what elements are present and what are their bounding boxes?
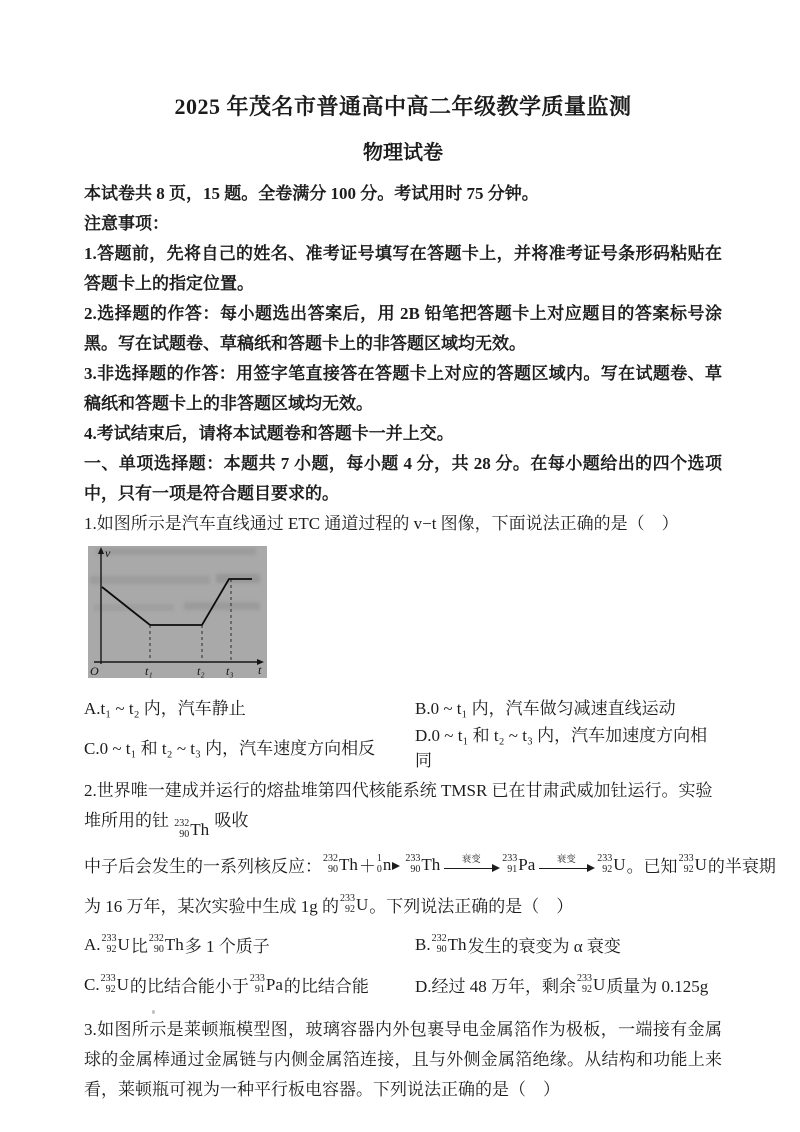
nuclide-neutron: 1 0 n [376, 853, 392, 875]
q1-option-a: A.t₁ ~ t₂ 内，汽车静止 [84, 698, 246, 718]
nuclide-u233: 233 92 U [101, 933, 130, 955]
decay-arrow-label: 衰变 [461, 855, 481, 866]
q2-line3-tail: 。下列说法正确的是（ ） [369, 897, 574, 916]
nuclide-u233: 233 92 U [340, 893, 369, 915]
exam-title: 2025 年茂名市普通高中高二年级教学质量监测 [174, 94, 632, 119]
graph-origin-label: O [90, 664, 99, 678]
q2-reaction-intro: 中子后会发生的一系列核反应： [84, 857, 322, 876]
q2-line3-text: 为 16 万年，某次实验中生成 1g 的 [84, 897, 339, 916]
q1-option-b: B.0 ~ t₁ 内，汽车做匀减速直线运动 [415, 698, 676, 718]
nuclide-pa233: 233 91 Pa [502, 853, 536, 875]
graph-tick-t2: t₂ [197, 664, 205, 678]
notice-item-1: 1.答题前，先将自己的姓名、准考证号填写在答题卡上，并将准考证号条形码粘贴在答题卡上的指定位置。 [84, 244, 722, 293]
section-1-heading: 一、单项选择题：本题共 7 小题，每小题 4 分，共 28 分。在每小题给出的四个选项中，只有一项是符合题目要求的。 [84, 454, 722, 503]
decay-arrow-icon [444, 856, 498, 869]
notice-item-4: 4.考试结束后，请将本试题卷和答题卡一并上交。 [84, 424, 454, 443]
q1-option-d: D.0 ~ t₁ 和 t₂ ~ t₃ 内，汽车加速度方向相同 [415, 726, 708, 770]
graph-background [88, 546, 267, 678]
q2-option-b: B. 232 90 Th 发生的衰变为 α 衰变 [415, 933, 621, 956]
graph-tick-t3: t₃ [226, 664, 234, 678]
q2-line2-text: 。已知 [626, 857, 678, 876]
q2-option-d: D.经过 48 万年，剩余 233 92 U 质量为 0.125g [415, 973, 709, 996]
graph-xlabel: t [258, 663, 262, 677]
nuclide-pa233: 233 91 Pa [249, 973, 283, 995]
nuclide-u233: 233 92 U [597, 853, 626, 875]
q2-options [84, 925, 722, 1005]
exam-subtitle: 物理试卷 [363, 142, 443, 164]
q2-stem [84, 776, 776, 925]
notice-heading: 注意事项： [84, 214, 169, 233]
q1-option-c: C.0 ~ t₁ 和 t₂ ~ t₃ 内，汽车速度方向相反 [84, 738, 376, 758]
notice-item-2: 2.选择题的作答：每小题选出答案后，用 2B 铅笔把答题卡上对应题目的答案标号涂黑。写在试题卷、草稿纸和答题卡上的非答题区域均无效。 [84, 304, 722, 353]
q2-option-a: A. 233 92 U 比 232 90 Th 多 1 个质子 [84, 933, 270, 956]
decay-arrow-label: 衰变 [556, 855, 576, 866]
q2-line-1 [84, 776, 722, 845]
stray-print-mark [152, 1010, 155, 1014]
nuclide-th233: 233 90 Th [405, 853, 441, 875]
nuclide-u233: 233 92 U [100, 973, 129, 995]
nuclide-th232: 232 90 Th [431, 933, 467, 955]
q2-line1-text: 2.世界唯一建成并运行的熔盐堆第四代核能系统 TMSR 已在甘肃武威加钍运行。实验堆所用的钍 [84, 781, 713, 830]
q2-line2-tail: 的半衰期 [707, 857, 776, 876]
q2-reaction-line [84, 845, 776, 885]
q2-line-3 [84, 885, 722, 925]
q2-line1-tail: 吸收 [214, 811, 249, 830]
exam-info: 本试卷共 8 页，15 题。全卷满分 100 分。考试用时 75 分钟。 [84, 184, 539, 203]
q2-option-c: C. 233 92 U 的比结合能小于 233 91 Pa 的比结合能 [84, 973, 369, 996]
decay-arrow-icon [539, 856, 593, 869]
nuclide-th232: 232 90 Th [323, 853, 358, 875]
nuclide-u233: 233 92 U [678, 853, 707, 875]
graph-tick-t1: t₁ [145, 664, 153, 678]
q3-stem: 3.如图所示是莱顿瓶模型图，玻璃容器内外包裹导电金属箔作为极板，一端接有金属球的金属棒通过金属链与内侧金属箔连接，且与外侧金属箔绝缘。从结构和功能上来看，莱顿瓶可视为一种平行板电容器。下列说法正确的是（ ） [84, 1019, 722, 1099]
nuclide-th232: 232 90 Th [174, 818, 210, 840]
nuclide-u233: 233 92 U [577, 973, 606, 995]
q1-options [84, 686, 722, 770]
q1-vt-graph [88, 546, 267, 678]
nuclide-th232: 232 90 Th [148, 933, 184, 955]
q1-stem: 1.如图所示是汽车直线通过 ETC 通道过程的 v−t 图像，下面说法正确的是（ ） [84, 514, 679, 533]
graph-ylabel: v [105, 546, 111, 560]
notice-item-3: 3.非选择题的作答：用签字笔直接答在答题卡上对应的答题区域内。写在试题卷、草稿纸和答题卡上的非答题区域均无效。 [84, 364, 722, 413]
plus-sign: ＋ [358, 857, 376, 876]
